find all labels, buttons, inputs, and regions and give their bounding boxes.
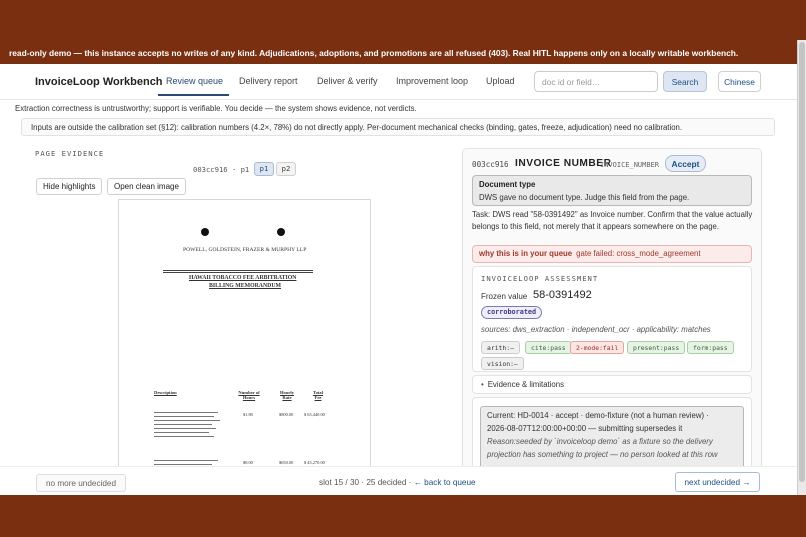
brand-title: InvoiceLoop Workbench [35,76,163,88]
nav-review-queue[interactable]: Review queue [166,76,224,86]
calibration-note: Inputs are outside the calibration set (§12): calibration numbers (4.2×, 78%) do not directly apply. Per-document mechanical checks (binding, gates, freeze, adjudication) need no calibration. [21,118,775,136]
nav-deliver-verify[interactable]: Deliver & verify [317,76,378,86]
frozen-value: 58-0391492 [533,289,592,301]
doc-page-ref: 003cc916 · p1 [193,165,250,174]
hide-highlights-button[interactable]: Hide highlights [36,178,102,195]
doc-row2-rate: $650.00 [279,460,294,465]
doc-title-line2: BILLING MEMORANDUM [209,283,281,289]
slot-counter: slot 15 / 30 · 25 decided · [319,478,412,487]
doc-title-line1: HAWAII TOBACCO FEE ARBITRATION [189,275,297,281]
ledger-line-1: Current: HD-0014 · accept · demo-fixture (not a human review) · [487,411,709,420]
open-clean-image-button[interactable]: Open clean image [107,178,186,195]
frozen-value-label: Frozen value [481,292,528,301]
doc-col-total: Total Fee [312,390,324,400]
next-undecided-button[interactable]: next undecided → [675,472,760,492]
page-scrollbar[interactable] [797,40,806,495]
check-chip-arith: arith:— [481,341,520,354]
assessment-card [472,266,752,372]
page-tab-p1[interactable]: p1 [254,162,274,176]
language-button[interactable]: Chinese [718,71,761,92]
doc-firm-name: POWELL, GOLDSTEIN, FRAZER & MURPHY LLP [183,247,307,253]
doc-row1-rate: $800.00 [279,412,294,417]
doc-rule [163,270,313,271]
evidence-limitations-toggle[interactable] [472,375,752,394]
punch-hole [201,228,209,236]
no-more-undecided-button[interactable]: no more undecided [36,474,126,492]
check-chip-vision: vision:— [481,357,524,370]
queue-reason-label: why this is in your queue [479,249,573,258]
ledger-line-2: 2026-08-07T12:00:00+00:00 — submitting supersedes it [487,424,683,433]
doc-col-description: Description [154,390,177,395]
document-type-notice [472,175,752,206]
field-doc-id: 003cc916 [472,160,509,169]
disclaimer-text: Extraction correctness is untrustworthy; support is verifiable. You decide — the system shows evidence, not verdicts. [15,104,417,113]
review-footer [0,466,797,495]
status-badge: corroborated [481,306,542,319]
doc-row2-total: $ 45,270.00 [304,460,325,465]
read-only-banner: read-only demo — this instance accepts no writes of any kind. Adjudications, adoptions, and promotions are all refused (403). Real HITL happens only on a locally writable workbench. [0,40,797,64]
field-review-panel [462,148,762,495]
field-code: INVOICE_NUMBER [600,161,660,169]
active-tab-indicator [158,94,229,96]
accept-button[interactable]: Accept [665,155,706,172]
doc-row2-hours: $8.00 [243,460,253,465]
nav-delivery-report[interactable]: Delivery report [239,76,298,86]
search-button[interactable]: Search [663,71,707,92]
scrollbar-thumb[interactable] [799,42,805,482]
document-page-image [118,199,371,495]
workbench-app [0,64,797,495]
ledger-reason: Reason:seeded by `invoiceloop demo` as a fixture so the delivery projection has something to project — no person looked at this row [487,437,718,459]
back-to-queue-link[interactable]: ← back to queue [413,478,476,487]
nav-upload[interactable]: Upload [486,76,515,86]
slot-status [319,478,476,487]
doc-rule [163,272,313,273]
field-title: INVOICE NUMBER [515,158,612,169]
search-input[interactable] [534,71,658,92]
check-chip-form: form:pass [687,341,734,354]
sources-line: sources: dws_extraction · independent_ocr · applicability: matches [481,325,711,334]
disclosure-bullet-icon: • [481,380,484,389]
punch-hole [277,228,285,236]
check-chip-cite: cite:pass [525,341,572,354]
doc-row1-hours: $1.80 [243,412,253,417]
page-evidence-heading: PAGE EVIDENCE [35,149,105,158]
document-type-body: DWS gave no document type. Judge this field from the page. [479,193,690,202]
page-tab-p2[interactable]: p2 [276,162,296,176]
queue-reason [472,245,752,263]
document-type-heading: Document type [479,180,536,189]
top-nav-bar [0,64,797,100]
doc-col-rate: Hourly Rate [279,390,295,400]
queue-reason-gate: gate failed: cross_mode_agreement [576,249,701,258]
nav-improvement-loop[interactable]: Improvement loop [396,76,469,86]
assessment-heading: INVOICELOOP ASSESSMENT [481,274,599,283]
evidence-toggle-label: Evidence & limitations [487,380,565,389]
doc-row1-text [154,412,224,440]
doc-row1-total: $ 65,440.00 [304,412,325,417]
task-instructions: Task: DWS read "58-0391492" as Invoice number. Confirm that the value actually belongs to this field, not merely that it appears somewhere on the page. [472,210,753,231]
doc-col-hours: Number of Hours [238,390,260,400]
check-chip-two-mode: 2-mode:fail [570,341,624,354]
check-chip-present: present:pass [627,341,685,354]
